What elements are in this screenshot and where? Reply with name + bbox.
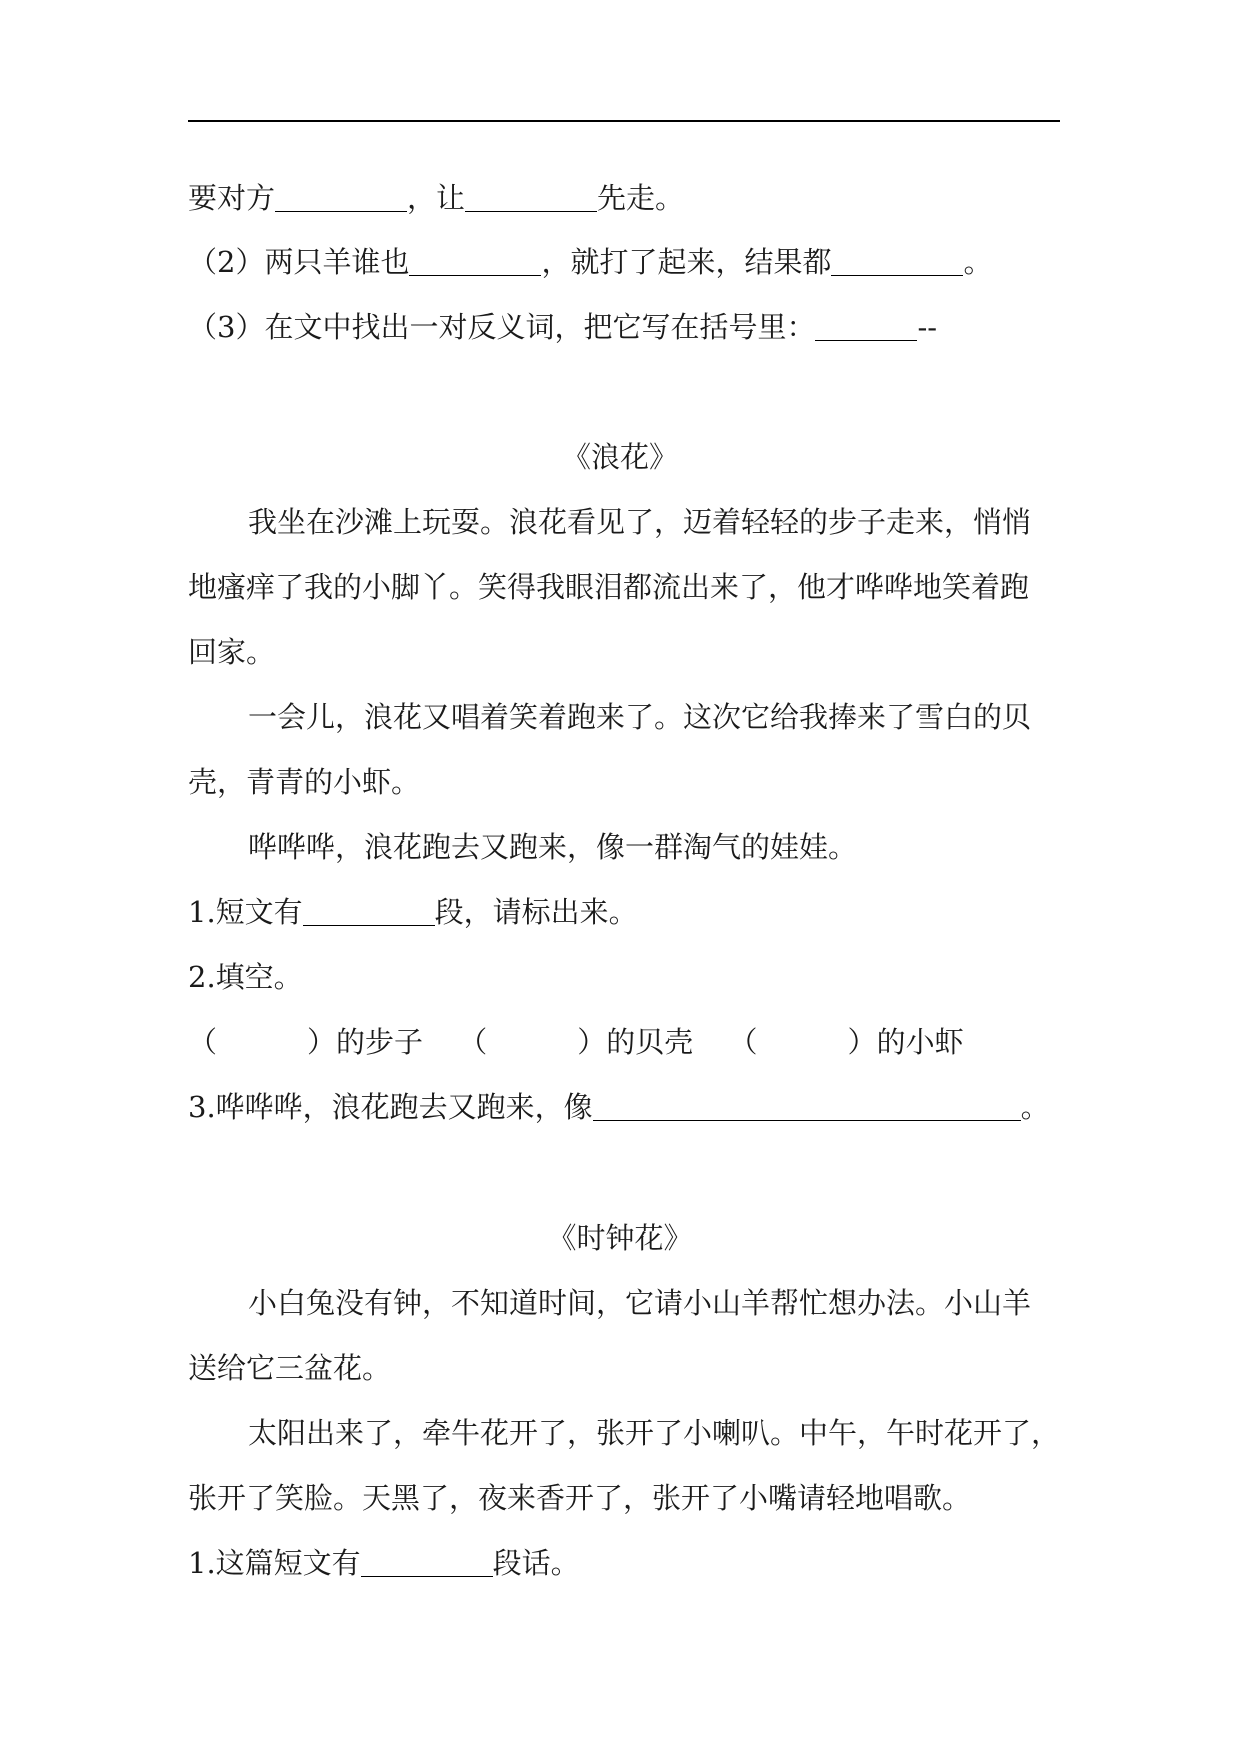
shizhonghua-para1-line2: 送给它三盆花。	[188, 1351, 392, 1385]
text: 的贝壳	[606, 1025, 694, 1059]
langhua-para1-line2: 地瘙痒了我的小脚丫。笑得我眼泪都流出来了，他才哗哗地笑着跑	[188, 570, 1030, 604]
header-rule	[188, 120, 1060, 122]
text: （2）两只羊谁也	[188, 245, 410, 279]
section1-question-2	[188, 242, 1088, 282]
open-paren: （	[188, 1025, 218, 1059]
langhua-para1-line1: 我坐在沙滩上玩耍。浪花看见了，迈着轻轻的步子走来，悄悄	[248, 505, 1032, 539]
answer-blank[interactable]	[409, 245, 541, 276]
answer-blank[interactable]	[831, 245, 963, 276]
shizhonghua-para1-line1: 小白兔没有钟，不知道时间，它请小山羊帮忙想办法。小山羊	[248, 1286, 1032, 1320]
langhua-question-2: 2.填空。	[188, 960, 303, 994]
close-paren: ）	[577, 1025, 607, 1059]
answer-blank[interactable]	[465, 181, 597, 212]
text: 1.短文有	[188, 895, 303, 929]
text: 段，请标出来。	[434, 895, 638, 929]
langhua-question-1	[188, 892, 1088, 932]
answer-blank[interactable]	[275, 181, 407, 212]
text: 段话。	[492, 1546, 580, 1580]
langhua-para2-line2: 壳，青青的小虾。	[188, 765, 421, 799]
close-paren: ）	[847, 1025, 877, 1059]
langhua-title: 《浪花》	[561, 440, 678, 474]
close-paren: ）	[307, 1025, 337, 1059]
shizhonghua-para2-line2: 张开了笑脸。天黑了，夜来香开了，张开了小嘴请轻地唱歌。	[188, 1481, 972, 1515]
text: 要对方	[188, 181, 276, 215]
shizhonghua-question-1	[188, 1543, 1088, 1583]
fill-item-1[interactable]	[188, 1022, 336, 1062]
text: 1.这篇短文有	[188, 1546, 361, 1580]
answer-blank[interactable]	[361, 1546, 493, 1577]
shizhonghua-title: 《时钟花》	[547, 1221, 693, 1255]
langhua-para2-line1: 一会儿，浪花又唱着笑着跑来了。这次它给我捧来了雪白的贝	[248, 700, 1032, 734]
section1-question-3	[188, 307, 1088, 347]
open-paren: （	[458, 1025, 488, 1059]
answer-blank[interactable]	[303, 895, 435, 926]
answer-blank[interactable]	[815, 310, 917, 341]
answer-blank[interactable]	[593, 1090, 1021, 1121]
langhua-question-3	[188, 1087, 1088, 1127]
text: 的小虾	[876, 1025, 964, 1059]
text: 。	[963, 245, 993, 279]
text: --	[917, 310, 938, 344]
text: 先走。	[597, 181, 685, 215]
text: 的步子	[336, 1025, 424, 1059]
section1-line-a	[188, 178, 1088, 218]
text: ，就打了起来，结果都	[541, 245, 832, 279]
fill-item-3[interactable]	[729, 1022, 877, 1062]
langhua-fill-row	[188, 1022, 1088, 1062]
shizhonghua-para2-line1: 太阳出来了，牵牛花开了，张开了小喇叭。中午，午时花开了，	[248, 1416, 1061, 1450]
langhua-para3: 哗哗哗，浪花跑去又跑来，像一群淘气的娃娃。	[248, 830, 858, 864]
text: （3）在文中找出一对反义词，把它写在括号里：	[188, 310, 816, 344]
fill-item-2[interactable]	[458, 1022, 606, 1062]
text: 3.哗哗哗，浪花跑去又跑来，像	[188, 1090, 593, 1124]
text: ，让	[407, 181, 466, 215]
open-paren: （	[728, 1025, 758, 1059]
text: 。	[1020, 1090, 1050, 1124]
langhua-para1-line3: 回家。	[188, 635, 276, 669]
